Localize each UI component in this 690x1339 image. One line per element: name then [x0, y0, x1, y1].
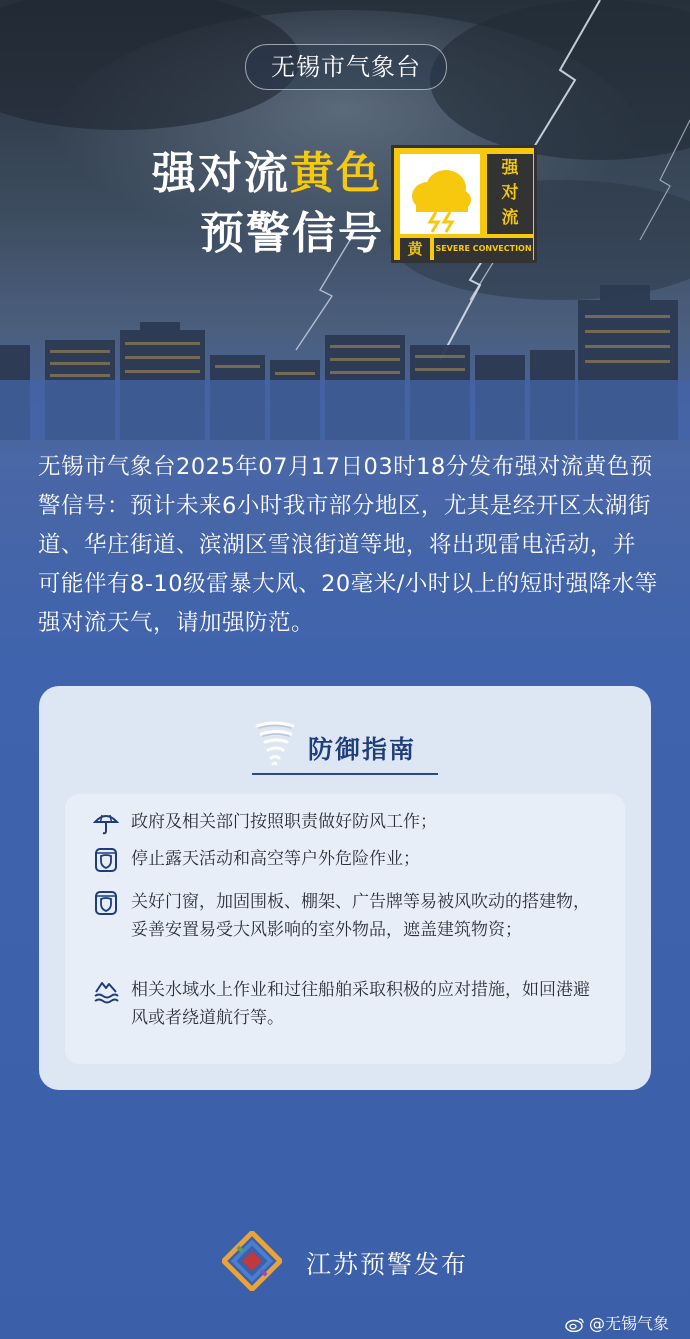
weibo-watermark [565, 1311, 669, 1334]
jiangsu-warning-logo [222, 1231, 282, 1291]
shield-icon [93, 847, 119, 873]
guide-item-text: 停止露天活动和高空等户外危险作业； [131, 849, 420, 869]
warning-title-line2: 预警信号 [200, 208, 384, 259]
badge-level-char: 黄 [400, 238, 430, 260]
title-level: 黄色 [290, 148, 382, 199]
guide-list [65, 794, 625, 1064]
umbrella-icon [93, 810, 119, 836]
warning-description: 无锡市气象台2025年07月17日03时18分发布强对流黄色预警信号：预计未来6小时我市部分地区，尤其是经开区太湖街道、华庄街道、滨湖区雪浪街道等地，将出现雷电活动，并可能伴有8-10级雷暴大风、20毫米/小时以上的短时强降水等强对流天气，请加强防范。 [38, 454, 658, 636]
wave-icon [93, 978, 119, 1004]
guide-item-text: 政府及相关部门按照职责做好防风工作； [131, 812, 437, 832]
tornado-icon [253, 718, 297, 768]
thunderstorm-icon [400, 154, 480, 234]
guide-item-text: 相关水域水上作业和过往船舶采取积极的应对措施，如回港避风或者绕道航行等。 [131, 980, 590, 1028]
agency-label: 无锡市气象台 [245, 44, 447, 90]
badge-chars [487, 154, 533, 234]
guide-item-text: 关好门窗，加固围板、棚架、广告牌等易被风吹动的搭建物，妥善安置易受大风影响的室外物品，遮盖建筑物资； [131, 892, 590, 940]
title-prefix: 强对流 [152, 148, 290, 199]
shield-icon [93, 890, 119, 916]
guide-title-underline [252, 773, 438, 775]
badge-char: 对 [501, 183, 519, 203]
publisher-name: 江苏预警发布 [306, 1250, 469, 1279]
badge-char: 强 [501, 158, 519, 178]
badge-char: 流 [501, 208, 519, 228]
defense-guide-card [39, 686, 651, 1090]
warning-title-line1 [152, 146, 382, 202]
warning-badge [391, 145, 537, 263]
weibo-icon [565, 1318, 585, 1332]
guide-title: 防御指南 [308, 735, 417, 764]
watermark-text: @无锡气象 [589, 1314, 670, 1333]
badge-english: SEVERE CONVECTION [434, 238, 533, 260]
